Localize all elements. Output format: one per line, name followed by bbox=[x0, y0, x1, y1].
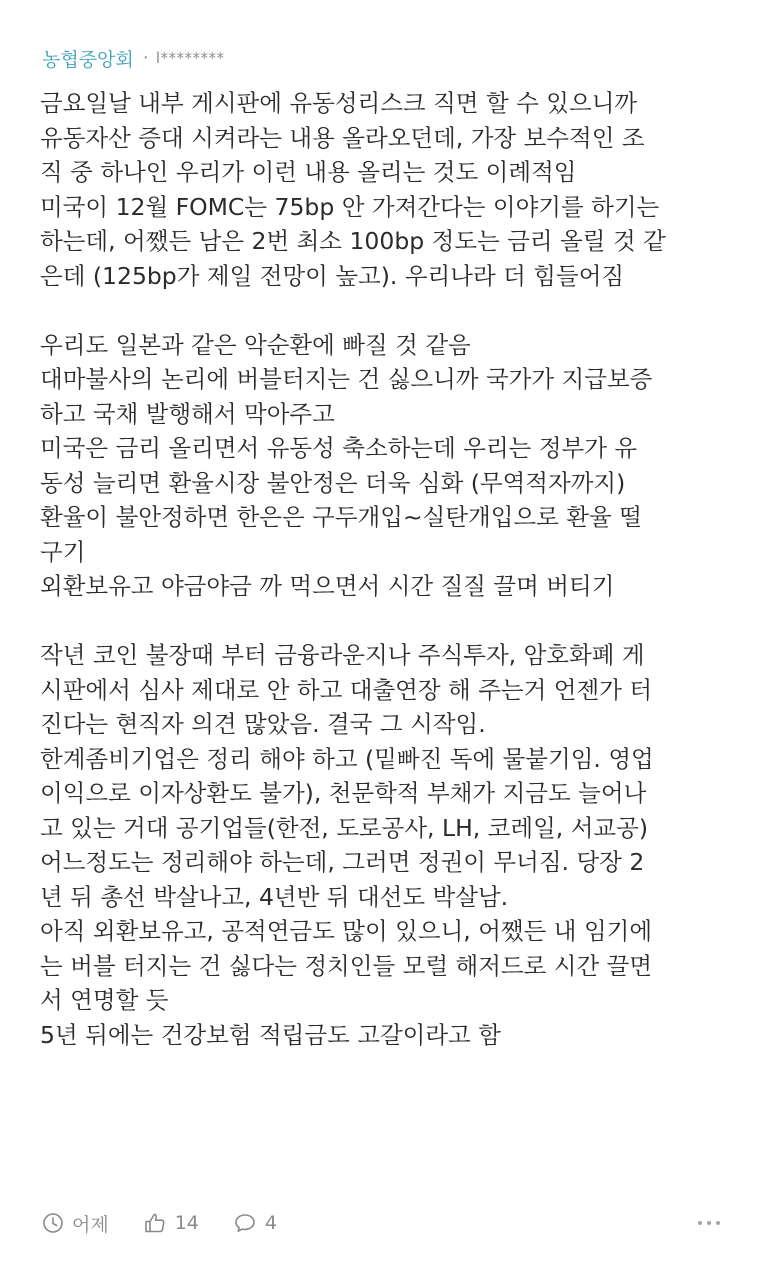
time-label: 어제 bbox=[72, 1213, 109, 1236]
body-line: 서 연명할 듯 bbox=[40, 986, 169, 1014]
body-line: 한계좀비기업은 정리 해야 하고 (밑빠진 독에 물붙기임. 영업 bbox=[40, 744, 654, 773]
paragraph-gap bbox=[40, 604, 730, 639]
body-line: 작년 코인 불장때 부터 금융라운지나 주식투자, 암호화폐 게 bbox=[40, 641, 645, 669]
like-button[interactable] bbox=[143, 1211, 199, 1235]
body-line: 미국은 금리 올리면서 유동성 축소하는데 우리는 정부가 유 bbox=[40, 434, 638, 462]
thumbs-up-icon bbox=[143, 1211, 167, 1235]
post-time bbox=[42, 1210, 109, 1237]
post-body bbox=[40, 86, 730, 1052]
body-line: 대마불사의 논리에 버블터지는 건 싫으니까 국가가 지급보증 bbox=[40, 365, 653, 393]
body-line: 동성 늘리면 환율시장 불안정은 더욱 심화 (무역적자까지) bbox=[40, 468, 626, 497]
more-button[interactable] bbox=[696, 1208, 722, 1238]
comment-count: 4 bbox=[264, 1212, 277, 1234]
more-dots-icon bbox=[698, 1221, 720, 1225]
body-line: 구기 bbox=[40, 537, 86, 566]
clock-icon bbox=[42, 1212, 64, 1234]
body-line: 고 있는 거대 공기업들(한전, 도로공사, LH, 코레일, 서교공) bbox=[40, 813, 648, 842]
body-line: 년 뒤 총선 박살나고, 4년반 뒤 대선도 박살남. bbox=[40, 882, 509, 911]
body-line: 하는데, 어쨌든 남은 2번 최소 100bp 정도는 금리 올릴 것 같 bbox=[40, 227, 666, 255]
comment-button[interactable] bbox=[233, 1211, 277, 1235]
paragraph-gap bbox=[40, 293, 730, 328]
body-line: 미국이 12월 FOMC는 75bp 안 가져간다는 이야기를 하기는 bbox=[40, 192, 660, 221]
body-line: 이익으로 이자상환도 불가), 천문학적 부채가 지금도 늘어나 bbox=[40, 779, 647, 807]
body-line: 금요일날 내부 게시판에 유동성리스크 직면 할 수 있으니까 bbox=[40, 89, 638, 117]
body-line: 는 버블 터지는 건 싫다는 정치인들 모럴 해저드로 시간 끌면 bbox=[40, 951, 653, 980]
body-line: 환율이 불안정하면 한은은 구두개입~실탄개입으로 환율 떨 bbox=[40, 503, 642, 531]
like-count: 14 bbox=[174, 1212, 199, 1234]
body-line: 어느정도는 정리해야 하는데, 그러면 정권이 무너짐. 당장 2 bbox=[40, 848, 645, 876]
comment-icon bbox=[233, 1211, 257, 1235]
body-line: 유동자산 증대 시켜라는 내용 올라오던데, 가장 보수적인 조 bbox=[40, 123, 645, 152]
company-name[interactable]: 농협중앙회 bbox=[42, 48, 134, 71]
post-footer bbox=[42, 1208, 722, 1238]
body-line: 하고 국채 발행해서 막아주고 bbox=[40, 399, 335, 428]
header-separator: · bbox=[142, 47, 149, 69]
body-line: 시판에서 심사 제대로 안 하고 대출연장 해 주는거 언젠가 터 bbox=[40, 675, 653, 704]
body-line: 은데 (125bp가 제일 전망이 높고). 우리나라 더 힘들어짐 bbox=[40, 261, 625, 290]
body-line: 직 중 하나인 우리가 이런 내용 올리는 것도 이례적임 bbox=[40, 158, 577, 186]
body-line: 우리도 일본과 같은 악순환에 빠질 것 같음 bbox=[40, 330, 471, 359]
body-line: 외환보유고 야금야금 까 먹으면서 시간 질질 끌며 버티기 bbox=[40, 572, 615, 600]
body-line: 진다는 현직자 의견 많았음. 결국 그 시작임. bbox=[40, 710, 486, 738]
body-line: 5년 뒤에는 건강보험 적립금도 고갈이라고 함 bbox=[40, 1020, 501, 1049]
author-id: l******** bbox=[155, 49, 225, 67]
post-header bbox=[42, 44, 225, 72]
body-line: 아직 외환보유고, 공적연금도 많이 있으니, 어쨌든 내 임기에 bbox=[40, 917, 653, 945]
